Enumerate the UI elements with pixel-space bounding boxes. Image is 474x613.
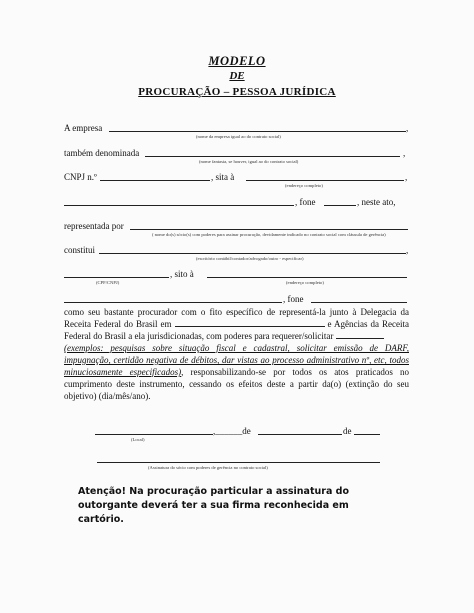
- body-paragraph-2: (exemplos: pesquisas sobre situação fiscal e cadastral, solicitar emissão de DARF, impugnação, certidão negativa de débitos, dar vistas ao processo administrativo nº, etc, todos minuciosamente especificados), responsabilizando-se por todos os atos praticados no cumprimento deste instrumento, cessando os efeitos deste a partir da(o) (extinção do seu objetivo) (dia/mês/ano).: [64, 343, 409, 401]
- fone2-label: , fone: [283, 294, 304, 304]
- cnpj-field[interactable]: [100, 180, 210, 181]
- document-title: MODELO: [208, 54, 266, 68]
- representada-label: representada por: [64, 221, 124, 231]
- body-paragraph-1: como seu bastante procurador com o fito específico de representá-la junto à Delegacia da Receita Federal do Brasil em e Agências da Receita Federal do Brasil a ela jurisdicionadas, com poderes para requerer/solicitar: [64, 307, 410, 341]
- signature-caption: (Assinatura do sócio com poderes de gerência no contrato social): [148, 465, 268, 470]
- warning-line-1: Atenção! Na procuração particular a assinatura do: [78, 486, 350, 497]
- representada-caption: ( nome do(s) sócio(s) com poderes para assinar procuração, devidamente indicado no contrato social com cláusula de gerência): [152, 232, 386, 237]
- fone-label: , fone: [295, 197, 316, 207]
- date-year-field[interactable]: [354, 434, 380, 435]
- requerer-field[interactable]: [336, 330, 384, 339]
- fone-field[interactable]: [324, 205, 356, 206]
- delegacia-city-field[interactable]: [175, 318, 325, 327]
- warning-line-2: outorgante deverá ter a sua firma reconhecida em cartório.: [78, 500, 349, 525]
- fone2-field[interactable]: [311, 302, 407, 303]
- procurador-address-field[interactable]: [207, 277, 407, 278]
- empresa-comma: ,: [406, 123, 409, 133]
- date-month-label: de: [343, 426, 352, 436]
- procurador-address-caption: (endereço completo): [286, 280, 324, 285]
- denominada-comma: ,: [403, 148, 406, 158]
- address-continuation-field[interactable]: [64, 205, 294, 206]
- document-heading: PROCURAÇÃO – PESSOA JURÍDICA: [138, 86, 336, 98]
- date-month-field[interactable]: [258, 434, 342, 435]
- signature-line[interactable]: [97, 462, 380, 463]
- address-continuation-field-2[interactable]: [64, 302, 282, 303]
- constitui-comma: ,: [406, 245, 409, 255]
- representada-field[interactable]: [130, 229, 408, 230]
- examples-text: (exemplos: pesquisas sobre situação fiscal e cadastral, solicitar emissão de DARF, impugnação, certidão negativa de débitos, dar vistas ao processo administrativo nº, etc, todos minuciosamente especificados): [64, 343, 409, 377]
- sito-label: , sito à: [170, 269, 194, 279]
- constitui-field[interactable]: [99, 253, 406, 254]
- empresa-label: A empresa: [64, 123, 103, 133]
- cnpj-address-field[interactable]: [246, 180, 404, 181]
- cpf-cnpj-field[interactable]: [64, 277, 169, 278]
- local-field[interactable]: [95, 434, 213, 435]
- empresa-caption: (nome da empresa igual ao do contrato social): [196, 134, 281, 139]
- cnpj-address-caption: (endereço completo): [285, 183, 323, 188]
- cnpj-comma: ,: [405, 172, 408, 182]
- denominada-field[interactable]: [145, 156, 400, 157]
- constitui-caption: (escritório contábil/contador/advogado/outro - especificar): [196, 256, 304, 261]
- procuracao-body: [64, 306, 409, 402]
- denominada-caption: (nome fantasia, se houver, igual ao do contrato social): [199, 159, 299, 164]
- empresa-field[interactable]: [109, 131, 406, 132]
- cnpj-sita-label: , sita à: [211, 172, 235, 182]
- constitui-label: constitui: [64, 245, 95, 255]
- local-caption: (Local): [131, 437, 145, 442]
- document-subtitle: DE: [229, 70, 245, 82]
- neste-ato-label: , neste ato,: [357, 197, 396, 207]
- cnpj-label: CNPJ n.º: [64, 172, 97, 182]
- denominada-label: também denominada: [64, 148, 140, 158]
- warning-notice: [78, 485, 396, 527]
- cpf-caption: (CPF/CNPJ): [96, 280, 120, 285]
- date-day-label: ,______de: [213, 426, 251, 436]
